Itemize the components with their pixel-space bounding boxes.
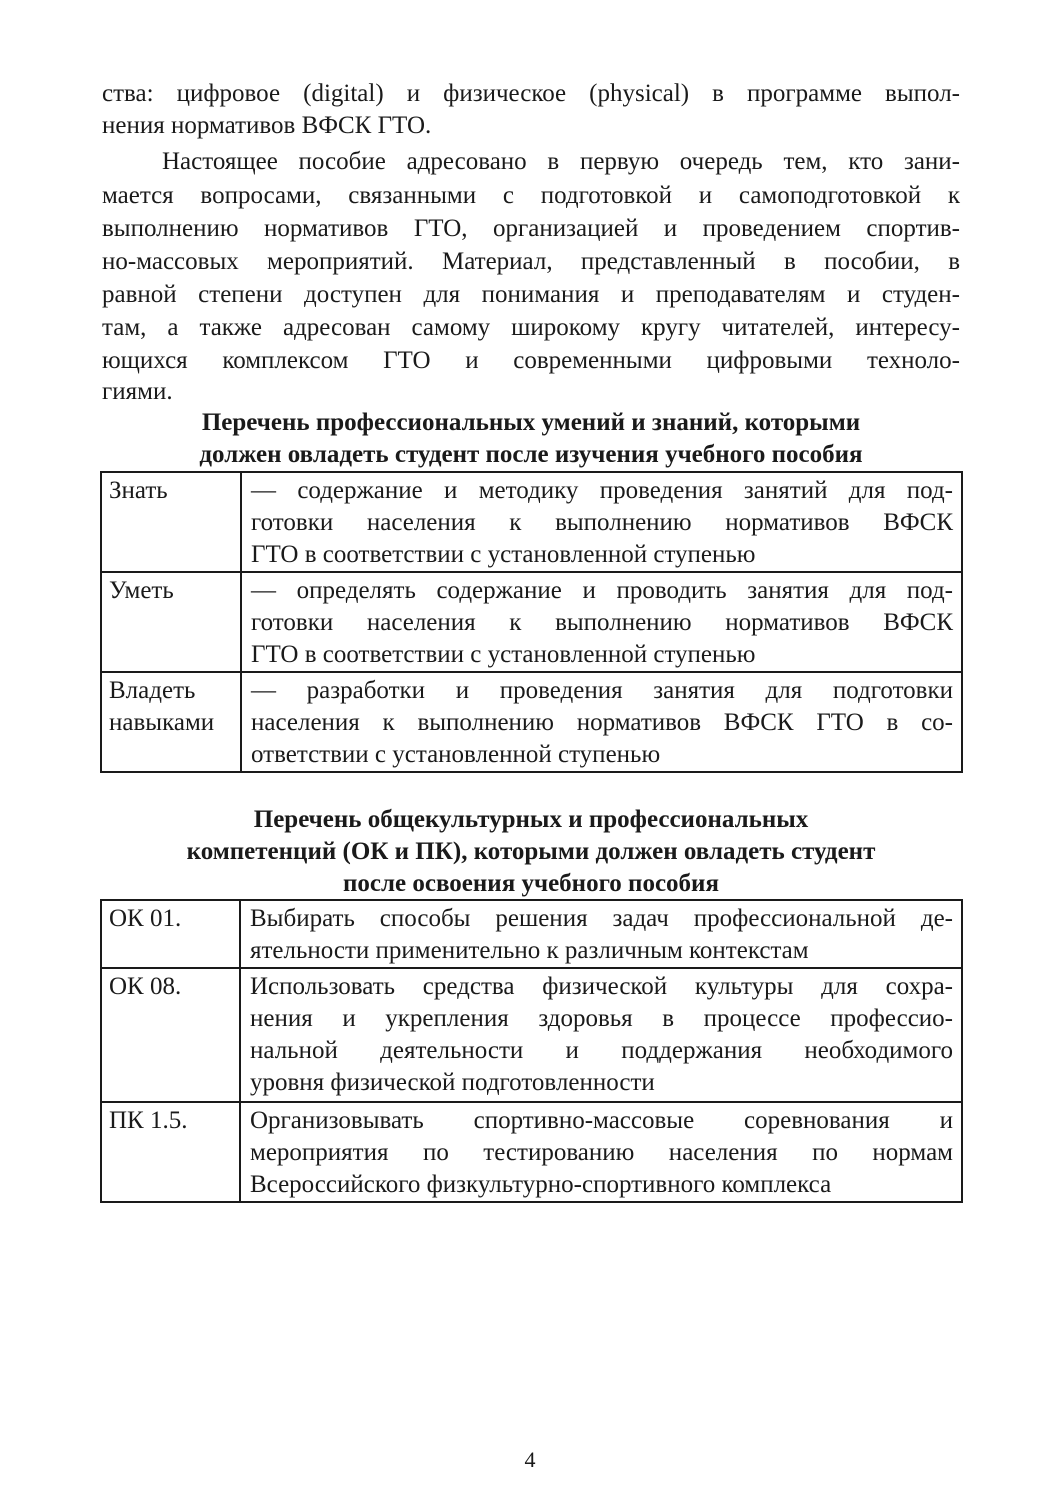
skills-heading-line-1: Перечень профессиональных умений и знаний, которыми	[201, 409, 861, 436]
skills-content-cell	[241, 672, 962, 772]
skills-content-line: ГТО в соответствии с установленной ступенью	[251, 641, 756, 668]
competency-heading-line-1: Перечень общекультурных и профессиональных	[253, 806, 809, 833]
skills-content-line: ответствии с установленной ступенью	[251, 741, 661, 768]
skills-content-line: ГТО в соответствии с установленной ступенью	[251, 541, 756, 568]
competency-content-line: уровня физической подготовленности	[250, 1069, 655, 1096]
skills-label: навыками	[109, 709, 215, 736]
competency-row-ok01	[101, 900, 962, 968]
paragraph-line-3: выполнению нормативов ГТО, организацией и проведением спортив-	[102, 215, 960, 242]
page-number: 4	[524, 1447, 536, 1472]
competency-content-line: Организовывать спортивно-массовые соревнования и	[250, 1107, 953, 1134]
competency-code-cell	[101, 900, 240, 968]
skills-label-cell	[101, 572, 241, 672]
paragraph-line-2: мается вопросами, связанными с подготовкой и самоподготовкой к	[102, 182, 960, 209]
competency-code-cell	[101, 968, 240, 1102]
skills-content-line: — содержание и методику проведения занятий для под-	[251, 477, 953, 504]
competency-content-line: нальной деятельности и поддержания необходимого	[250, 1037, 953, 1064]
skills-row-know	[101, 472, 962, 572]
competency-content-line: ятельности применительно к различным контекстам	[250, 937, 809, 964]
competency-content-line: нения и укрепления здоровья в процессе профессио-	[250, 1005, 953, 1032]
paragraph-line-8: гиями.	[102, 378, 173, 405]
paragraph-line-1: Настоящее пособие адресовано в первую очередь тем, кто зани-	[162, 148, 960, 175]
competency-code-cell	[101, 1102, 240, 1202]
skills-content-line: готовки населения к выполнению нормативов ВФСК	[251, 609, 953, 636]
paragraph-line-6: там, а также адресован самому широкому кругу читателей, интересу-	[102, 314, 960, 341]
competency-content-line: Всероссийского физкультурно-спортивного комплекса	[250, 1171, 832, 1198]
skills-content-line: — разработки и проведения занятия для подготовки	[251, 677, 953, 704]
competency-table	[100, 899, 963, 1203]
skills-table	[100, 471, 963, 773]
competency-row-pk15	[101, 1102, 962, 1202]
skills-content-cell	[241, 472, 962, 572]
skills-label-cell	[101, 672, 241, 772]
paragraph-line-7: ющихся комплексом ГТО и современными цифровыми техноло-	[102, 347, 960, 374]
competency-content-cell	[240, 900, 962, 968]
skills-row-can	[101, 572, 962, 672]
skills-label-cell	[101, 472, 241, 572]
intro-line-2: нения нормативов ВФСК ГТО.	[102, 112, 432, 139]
paragraph-line-5: равной степени доступен для понимания и преподавателям и студен-	[102, 281, 960, 308]
paragraph-line-4: но-массовых мероприятий. Материал, представленный в пособии, в	[102, 248, 960, 275]
skills-content-line: готовки населения к выполнению нормативов ВФСК	[251, 509, 953, 536]
competency-code: ОК 08.	[109, 973, 182, 1000]
skills-content-line: — определять содержание и проводить занятия для под-	[251, 577, 953, 604]
intro-line-1: ства: цифровое (digital) и физическое (physical) в программе выпол-	[102, 80, 960, 107]
competency-heading-line-2: компетенций (ОК и ПК), которыми должен овладеть студент	[186, 838, 876, 865]
skills-row-master	[101, 672, 962, 772]
competency-row-ok08	[101, 968, 962, 1102]
competency-content-line: Выбирать способы решения задач профессиональной де-	[250, 905, 953, 932]
skills-label: Владеть	[109, 677, 196, 704]
skills-content-line: населения к выполнению нормативов ВФСК ГТО в со-	[251, 709, 953, 736]
competency-heading-line-3: после освоения учебного пособия	[343, 870, 719, 897]
competency-code: ОК 01.	[109, 905, 182, 932]
competency-content-cell	[240, 968, 962, 1102]
skills-label: Уметь	[109, 577, 174, 604]
competency-content-cell	[240, 1102, 962, 1202]
skills-content-cell	[241, 572, 962, 672]
skills-heading-line-2: должен овладеть студент после изучения учебного пособия	[199, 441, 863, 468]
skills-label: Знать	[109, 477, 168, 504]
competency-content-line: мероприятия по тестированию населения по нормам	[250, 1139, 953, 1166]
competency-content-line: Использовать средства физической культуры для сохра-	[250, 973, 953, 1000]
competency-code: ПК 1.5.	[109, 1107, 188, 1134]
